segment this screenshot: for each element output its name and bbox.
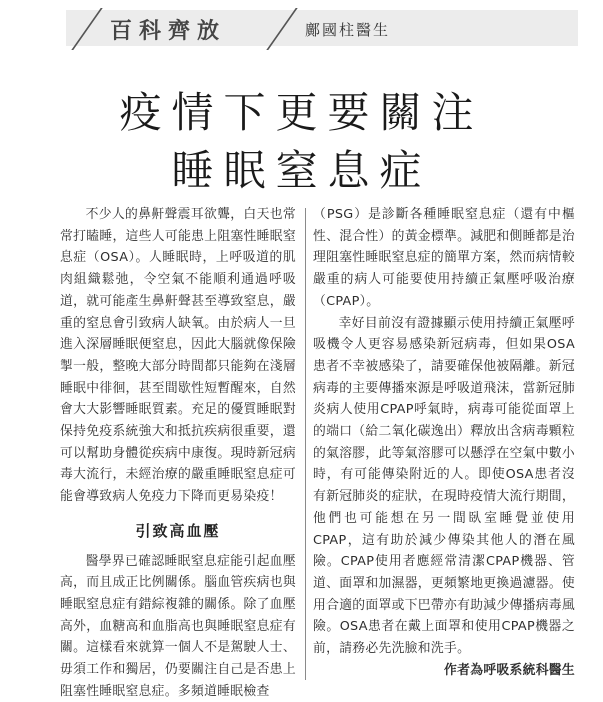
paragraph-cpap: 幸好目前沒有證據顯示使用持續正氣壓呼吸機令人更容易感染新冠病毒，但如果OSA患者不幸被感染了，請要確保他被隔離。新冠病毒的主要傳播來源是呼吸道飛沫，當新冠肺炎病人使用CPAP呼氣時，病毒可能從面罩上的端口（給二氧化碳逸出）釋放出含病毒顆粒的氣溶膠，此等氣溶膠可以懸浮在空氣中數小時，有可能傳染附近的人。即使OSA患者沒有新冠肺炎的症狀，在現時疫情大流行期間，他們也可能想在另一間臥室睡覺並使用CPAP，這有助於減少傳染其他人的潛在風險。CPAP使用者應經常清潔CPAP機器、管道、面罩和加濕器，更頻繁地更換過濾器。使用合適的面罩或下巴帶亦有助減少傳播病毒風險。OSA患者在戴上面罩和使用CPAP機器之前，請務必先洗臉和洗手。 xyxy=(313,315,575,657)
article-title-line2: 睡眠窒息症 xyxy=(171,146,432,195)
paragraph-intro: 不少人的鼻鼾聲震耳欲聾，白天也常常打瞌睡，這些人可能患上阻塞性睡眠窒息症（OSA）。人睡眠時，上呼吸道的肌肉組織鬆弛，令空氣不能順利通過呼吸道，就可能產生鼻鼾聲甚至導致窒息，嚴重的窒息會引致病人缺氧。由於病人一旦進入深層睡眠便窒息，因此大腦就像保險掣一般，整晚大部分時間都只能夠在淺層睡眠中徘徊，甚至間歇性短暫醒來，自然會大大影響睡眠質素。充足的優質睡眠對保持免疫系統強大和抵抗疾病很重要，還可以幫助身體從疾病中康復。現時新冠病毒大流行，未經治療的嚴重睡眠窒息症可能會導致病人免疫力下降而更易染疫！ xyxy=(60,207,296,505)
article-title-line1: 疫情下更要關注 xyxy=(119,88,484,137)
section-subheading: 引致高血壓 xyxy=(135,521,221,540)
author-byline: 作者為呼吸系統科醫生 xyxy=(444,662,575,678)
article-column-right xyxy=(313,204,575,681)
paragraph-hypertension-continued: （PSG）是診斷各種睡眠窒息症（還有中樞性、混合性）的黃金標準。減肥和側睡都是治理阻塞性睡眠窒息症的簡單方案，然而病情較嚴重的病人可能要使用持續正氣壓呼吸治療（CPAP）。 xyxy=(313,207,575,309)
paragraph-hypertension: 醫學界已確認睡眠窒息症能引起血壓高，而且成正比例關係。腦血管疾病也與睡眠窒息症有錯綜複雜的關係。除了血壓高外，血糖高和血脂高也與睡眠窒息症有關。這樣看來就算一個人不是駕駛人士、毋須工作和獨居，仍要關注自己是否患上阻塞性睡眠窒息症。多頻道睡眠檢查 xyxy=(60,553,296,699)
article-column-left xyxy=(60,204,296,702)
header-author: 鄺國柱醫生 xyxy=(305,21,391,39)
column-divider xyxy=(305,208,306,680)
column-name: 百科齊放 xyxy=(110,18,227,44)
